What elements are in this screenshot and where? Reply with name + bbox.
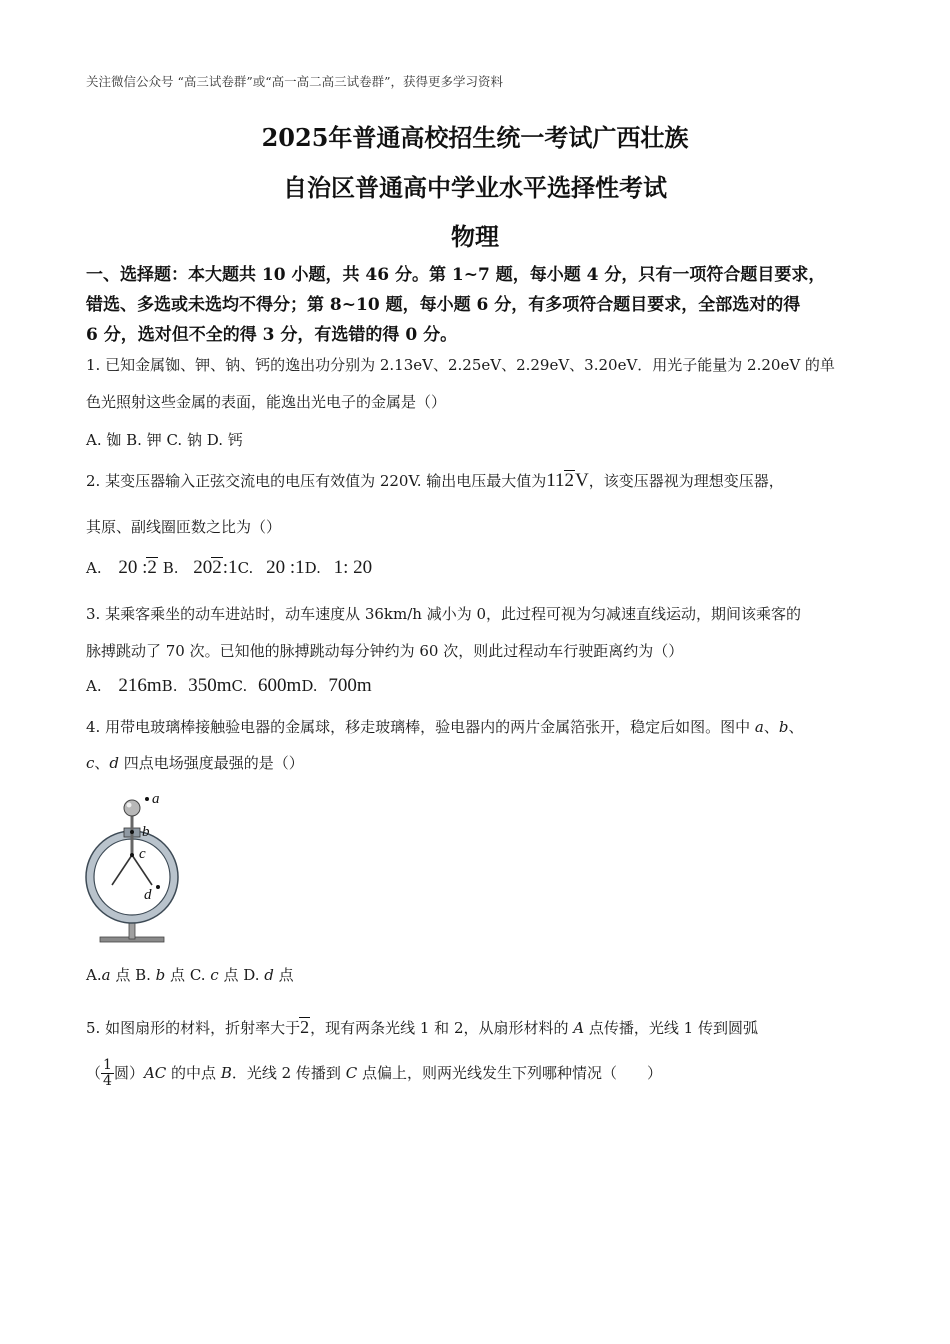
q4-sep1: 、 xyxy=(763,718,779,736)
q2-math-11: 11 xyxy=(546,470,565,491)
q4-text-rest: 四点电场强度最强的是（） xyxy=(119,754,304,772)
q4-opt-c-post: 点 D. xyxy=(218,966,265,984)
q5-frac-den: 4 xyxy=(103,1073,112,1090)
q5-text-ray2: ．光线 2 传播到 xyxy=(231,1063,346,1082)
q5-fraction xyxy=(101,1058,114,1090)
q5-line1 xyxy=(86,1017,758,1038)
q5-paren-open: （ xyxy=(86,1063,102,1082)
point-c xyxy=(130,853,134,857)
header-note: 关注微信公众号 “高三试卷群”或“高一高二高三试卷群”，获得更多学习资料 xyxy=(86,74,504,89)
q3-opt-a-math: 216m xyxy=(118,675,162,696)
q5-text-mid: 的中点 xyxy=(166,1063,221,1082)
q4-opt-d-var: d xyxy=(264,966,274,984)
q2-math-sqrt2: 2 xyxy=(564,470,575,491)
q4-opt-a-label: A. xyxy=(86,966,102,984)
exam-title-line1: 2025年普通高校招生统一考试广西壮族 xyxy=(261,123,689,152)
q5-var-AC: AC xyxy=(143,1063,167,1082)
section1-line3: 6 分，选对但不全的得 3 分，有选错的得 0 分。 xyxy=(86,325,458,345)
q2-opt-a-sqrt: 2 xyxy=(147,557,157,578)
q2-line2: 其原、副线圈匝数之比为（） xyxy=(86,518,282,536)
q2-opt-b-sqrt: 2 xyxy=(212,557,222,578)
point-b xyxy=(130,830,134,834)
q5-sqrt2: 2 xyxy=(300,1017,310,1037)
label-a: a xyxy=(152,791,160,807)
point-a xyxy=(145,797,149,801)
q2-opt-b-label: B. xyxy=(162,559,179,577)
q3-line1: 3. 某乘客乘坐的动车进站时，动车速度从 36km/h 减小为 0，此过程可视为匀减速直线运动，期间该乘客的 xyxy=(86,605,802,623)
q2-line1 xyxy=(86,470,784,492)
electroscope-stand xyxy=(129,923,135,939)
q3-opt-b-math: 350m xyxy=(188,675,232,696)
label-c: c xyxy=(139,846,146,862)
q4-opt-d-post: 点 xyxy=(273,966,294,984)
subject-title: 物理 xyxy=(451,222,499,251)
q2-opt-b-ratio: :1 xyxy=(222,557,238,578)
q2-opt-c-math: 20 :1 xyxy=(266,557,305,578)
q5-text-b: ，现有两条光线 1 和 2，从扇形材料的 xyxy=(310,1019,574,1037)
q5-var-B: B xyxy=(220,1063,232,1082)
electroscope-ball xyxy=(124,800,140,816)
q2-math-v: V xyxy=(575,470,589,491)
q2-options xyxy=(86,557,372,579)
exam-title-line2: 自治区普通高中学业水平选择性考试 xyxy=(283,173,667,202)
q2-opt-d-math: 1: 20 xyxy=(333,557,373,578)
q4-opt-b-var: b xyxy=(155,966,166,984)
q5-frac-num: 1 xyxy=(103,1057,112,1073)
electroscope-figure xyxy=(80,785,200,950)
q4-opt-a-post: 点 B. xyxy=(110,966,156,984)
q4-opt-c-var: c xyxy=(210,966,219,984)
q1-line2: 色光照射这些金属的表面，能逸出光电子的金属是（） xyxy=(86,393,447,411)
q4-sep3: 、 xyxy=(94,754,110,772)
q4-line2 xyxy=(86,752,304,773)
q3-opt-c-math: 600m xyxy=(258,675,302,696)
q2-text-a: 2. 某变压器输入正弦交流电的电压有效值为 220V. 输出电压最大值为 xyxy=(86,472,547,490)
q1-line1: 1. 已知金属铷、钾、钠、钙的逸出功分别为 2.13eV、2.25eV、2.29eV、3.20eV．用光子能量为 2.20eV 的单 xyxy=(86,356,835,374)
section1-line1: 一、选择题：本大题共 10 小题，共 46 分。第 1~7 题，每小题 4 分，只有一项符合题目要求， xyxy=(86,265,826,285)
label-b: b xyxy=(142,824,150,840)
q4-var-a: a xyxy=(754,718,764,736)
label-d: d xyxy=(144,887,152,903)
q2-opt-a-math: 20 : xyxy=(118,557,148,578)
q1-options: A. 铷 B. 钾 C. 钠 D. 钙 xyxy=(86,431,243,449)
q5-var-C: C xyxy=(345,1063,358,1082)
q4-var-c: c xyxy=(86,754,95,772)
q5-text-circle: 圆） xyxy=(113,1063,144,1082)
q4-opt-b-post: 点 C. xyxy=(165,966,211,984)
q5-line2 xyxy=(86,1058,662,1090)
q4-options xyxy=(86,964,294,985)
q2-opt-a-label: A. xyxy=(86,559,102,577)
q4-sep2: 、 xyxy=(788,718,804,736)
q2-opt-d-label: D. xyxy=(304,559,321,577)
q5-text-a: 5. 如图扇形的材料，折射率大于 xyxy=(86,1019,301,1037)
point-d xyxy=(156,885,160,889)
q3-options xyxy=(86,675,372,697)
q2-opt-c-label: C. xyxy=(237,559,254,577)
q3-line2: 脉搏跳动了 70 次。已知他的脉搏跳动每分钟约为 60 次，则此过程动车行驶距离约为（） xyxy=(86,642,684,660)
q2-opt-b-math: 20 xyxy=(193,557,213,578)
q3-opt-d-label: D. xyxy=(301,677,318,695)
q3-opt-a-label: A. xyxy=(86,677,102,695)
q5-text-c: 点传播，光线 1 传到圆弧 xyxy=(584,1019,758,1037)
q3-opt-c-label: C. xyxy=(231,677,248,695)
q2-text-b: ，该变压器视为理想变压器， xyxy=(588,472,784,490)
q3-opt-d-math: 700m xyxy=(328,675,372,696)
q4-line1 xyxy=(86,716,803,737)
q5-text-end: 点偏上，则两光线发生下列哪种情况（ ） xyxy=(357,1063,662,1082)
q4-var-d: d xyxy=(109,754,120,772)
section1-line2: 错选、多选或未选均不得分；第 8~10 题，每小题 6 分，有多项符合题目要求，全部选对的得 xyxy=(86,295,801,315)
q5-var-A: A xyxy=(573,1019,585,1037)
q3-opt-b-label: B. xyxy=(161,677,178,695)
q4-var-b: b xyxy=(778,718,789,736)
q4-text-a: 4. 用带电玻璃棒接触验电器的金属球，移走玻璃棒，验电器内的两片金属箔张开，稳定后如图。图中 xyxy=(86,718,755,736)
q4-opt-a-var: a xyxy=(101,966,111,984)
